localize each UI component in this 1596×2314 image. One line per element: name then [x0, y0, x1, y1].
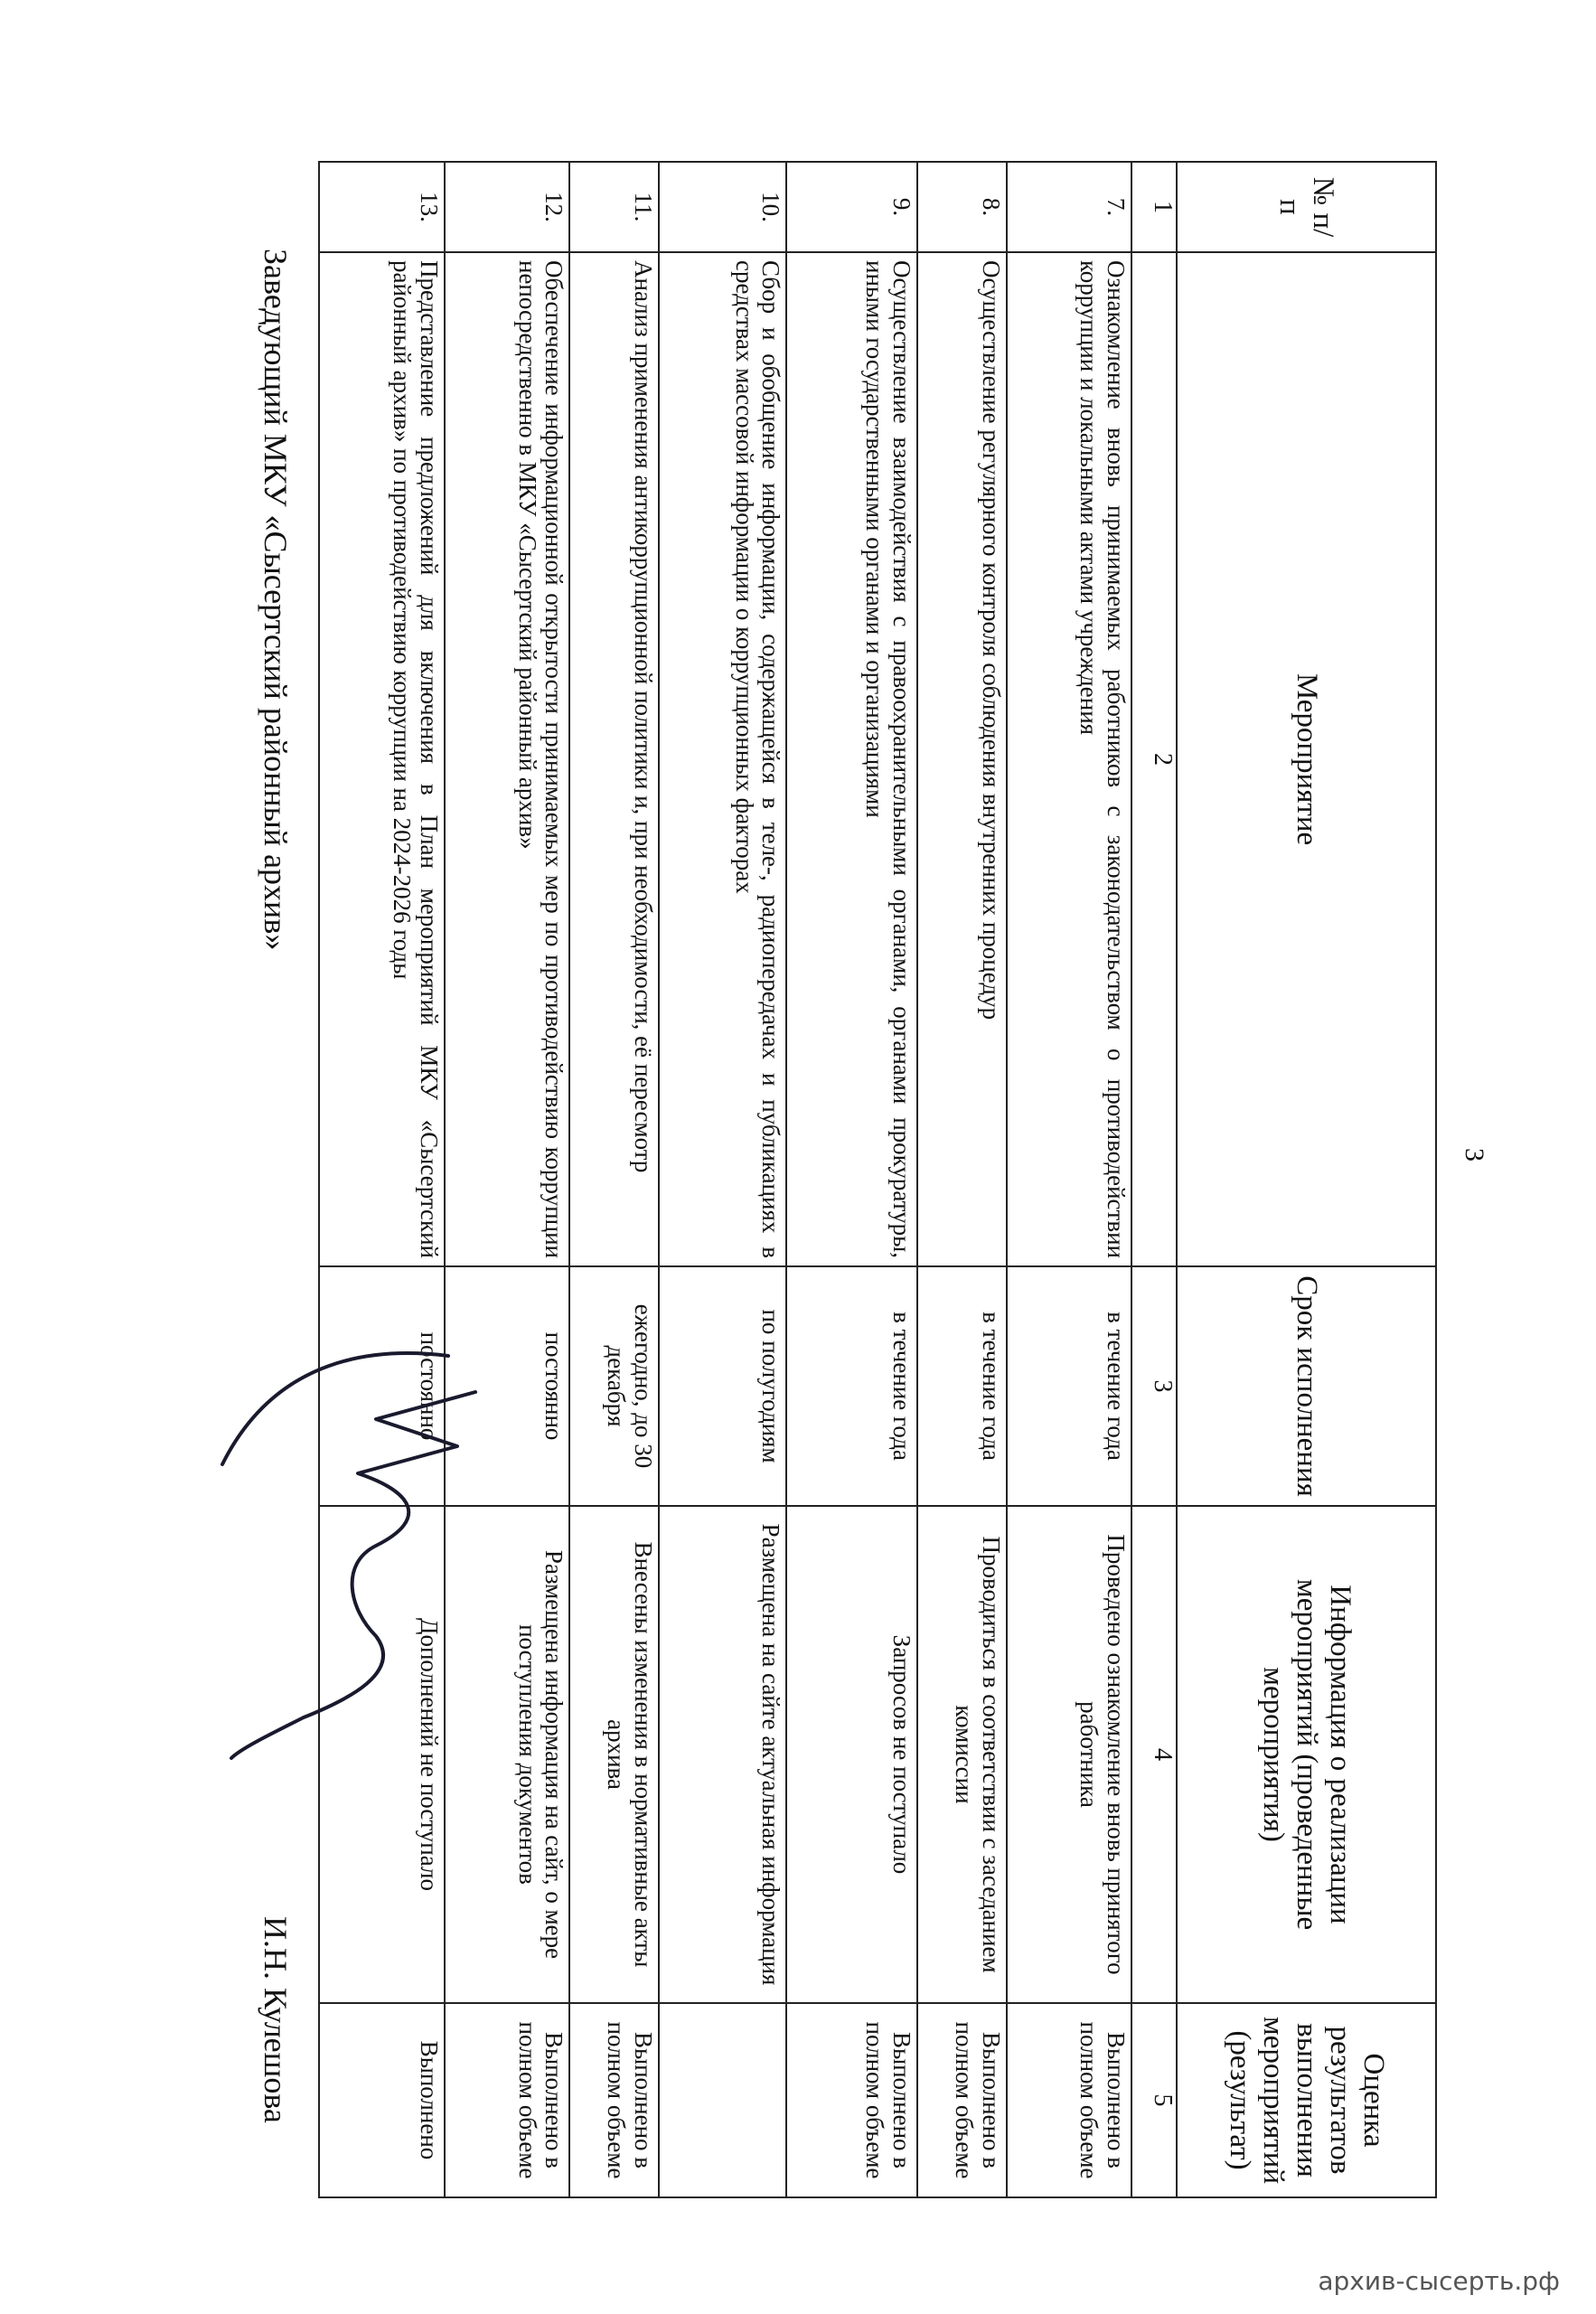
row-assessment: Выполнено — [319, 2003, 445, 2197]
table-header-row — [1177, 162, 1436, 2197]
signer-name: И.Н. Кулешова — [258, 1916, 294, 2123]
header-num: № п/п — [1177, 162, 1436, 252]
table-row — [445, 162, 570, 2197]
site-watermark: архив-сысерть.рф — [1318, 2266, 1560, 2296]
anti-corruption-plan-table — [318, 161, 1437, 2198]
table-row — [917, 162, 1007, 2197]
row-deadline: в течение года — [1007, 1266, 1132, 1506]
column-number: 3 — [1131, 1266, 1176, 1506]
row-assessment: Выполнено в полном объеме — [917, 2003, 1007, 2197]
row-assessment: Выполнено в полном объеме — [569, 2003, 659, 2197]
row-event: Осуществление взаимодействия с правоохранительными органами, органами прокуратуры, иными государственными органами и организациями — [786, 252, 917, 1266]
row-info: Внесены изменения в нормативные акты архива — [569, 1506, 659, 2003]
page-number: 3 — [1460, 1148, 1489, 1162]
row-event: Обеспечение информационной открытости принимаемых мер по противодействию коррупции непосредственно в МКУ «Сысертский районный архив» — [445, 252, 570, 1266]
row-deadline: в течение года — [917, 1266, 1007, 1506]
row-info: Размещена информация на сайт, о мере поступления документов — [445, 1506, 570, 2003]
row-number: 11. — [569, 162, 659, 252]
row-number: 10. — [659, 162, 787, 252]
row-event: Анализ применения антикоррупционной политики и, при необходимости, её пересмотр — [569, 252, 659, 1266]
row-event: Представление предложений для включения в План мероприятий МКУ «Сысертский районный архив» по противодействию коррупции на 2024-2026 годы — [319, 252, 445, 1266]
row-deadline: по полугодиям — [659, 1266, 787, 1506]
row-deadline: постоянно — [445, 1266, 570, 1506]
handwritten-signature — [213, 1338, 484, 1763]
header-assessment: Оценка результатов выполнения мероприятий (результат) — [1177, 2003, 1436, 2197]
row-event: Осуществление регулярного контроля соблюдения внутренних процедур — [917, 252, 1007, 1266]
row-number: 8. — [917, 162, 1007, 252]
row-info: Проведено ознакомление вновь принятого работника — [1007, 1506, 1132, 2003]
row-info: Проводиться в соответствии с заседанием комиссии — [917, 1506, 1007, 2003]
row-number: 9. — [786, 162, 917, 252]
column-number: 4 — [1131, 1506, 1176, 2003]
table-row — [1007, 162, 1132, 2197]
column-number-row — [1131, 162, 1176, 2197]
row-number: 13. — [319, 162, 445, 252]
row-event: Сбор и обобщение информации, содержащейся в теле-, радиопередачах и публикациях в средствах массовой информации о коррупционных факторах — [659, 252, 787, 1266]
row-info: Размещена на сайте актуальная информация — [659, 1506, 787, 2003]
header-deadline: Срок исполнения — [1177, 1266, 1436, 1506]
row-deadline: ежегодно, до 30 декабря — [569, 1266, 659, 1506]
row-assessment: Выполнено в полном объеме — [445, 2003, 570, 2197]
row-number: 7. — [1007, 162, 1132, 252]
row-assessment — [659, 2003, 787, 2197]
row-info: Запросов не поступало — [786, 1506, 917, 2003]
row-deadline: в течение года — [786, 1266, 917, 1506]
row-assessment: Выполнено в полном объеме — [786, 2003, 917, 2197]
table-row — [569, 162, 659, 2197]
table-row — [786, 162, 917, 2197]
column-number: 5 — [1131, 2003, 1176, 2197]
row-info: Дополнений не поступало — [319, 1506, 445, 2003]
row-number: 12. — [445, 162, 570, 252]
table-row — [319, 162, 445, 2197]
table-row — [659, 162, 787, 2197]
row-deadline: постоянно — [319, 1266, 445, 1506]
signer-title: Заведующий МКУ «Сысертский районный архив» — [258, 249, 294, 951]
row-assessment: Выполнено в полном объеме — [1007, 2003, 1132, 2197]
column-number: 2 — [1131, 252, 1176, 1266]
column-number: 1 — [1131, 162, 1176, 252]
header-info: Информация о реализации мероприятий (проведенные мероприятия) — [1177, 1506, 1436, 2003]
header-event: Мероприятие — [1177, 252, 1436, 1266]
row-event: Ознакомление вновь принимаемых работников с законодательством о противодействии коррупции и локальными актами учреждения — [1007, 252, 1132, 1266]
